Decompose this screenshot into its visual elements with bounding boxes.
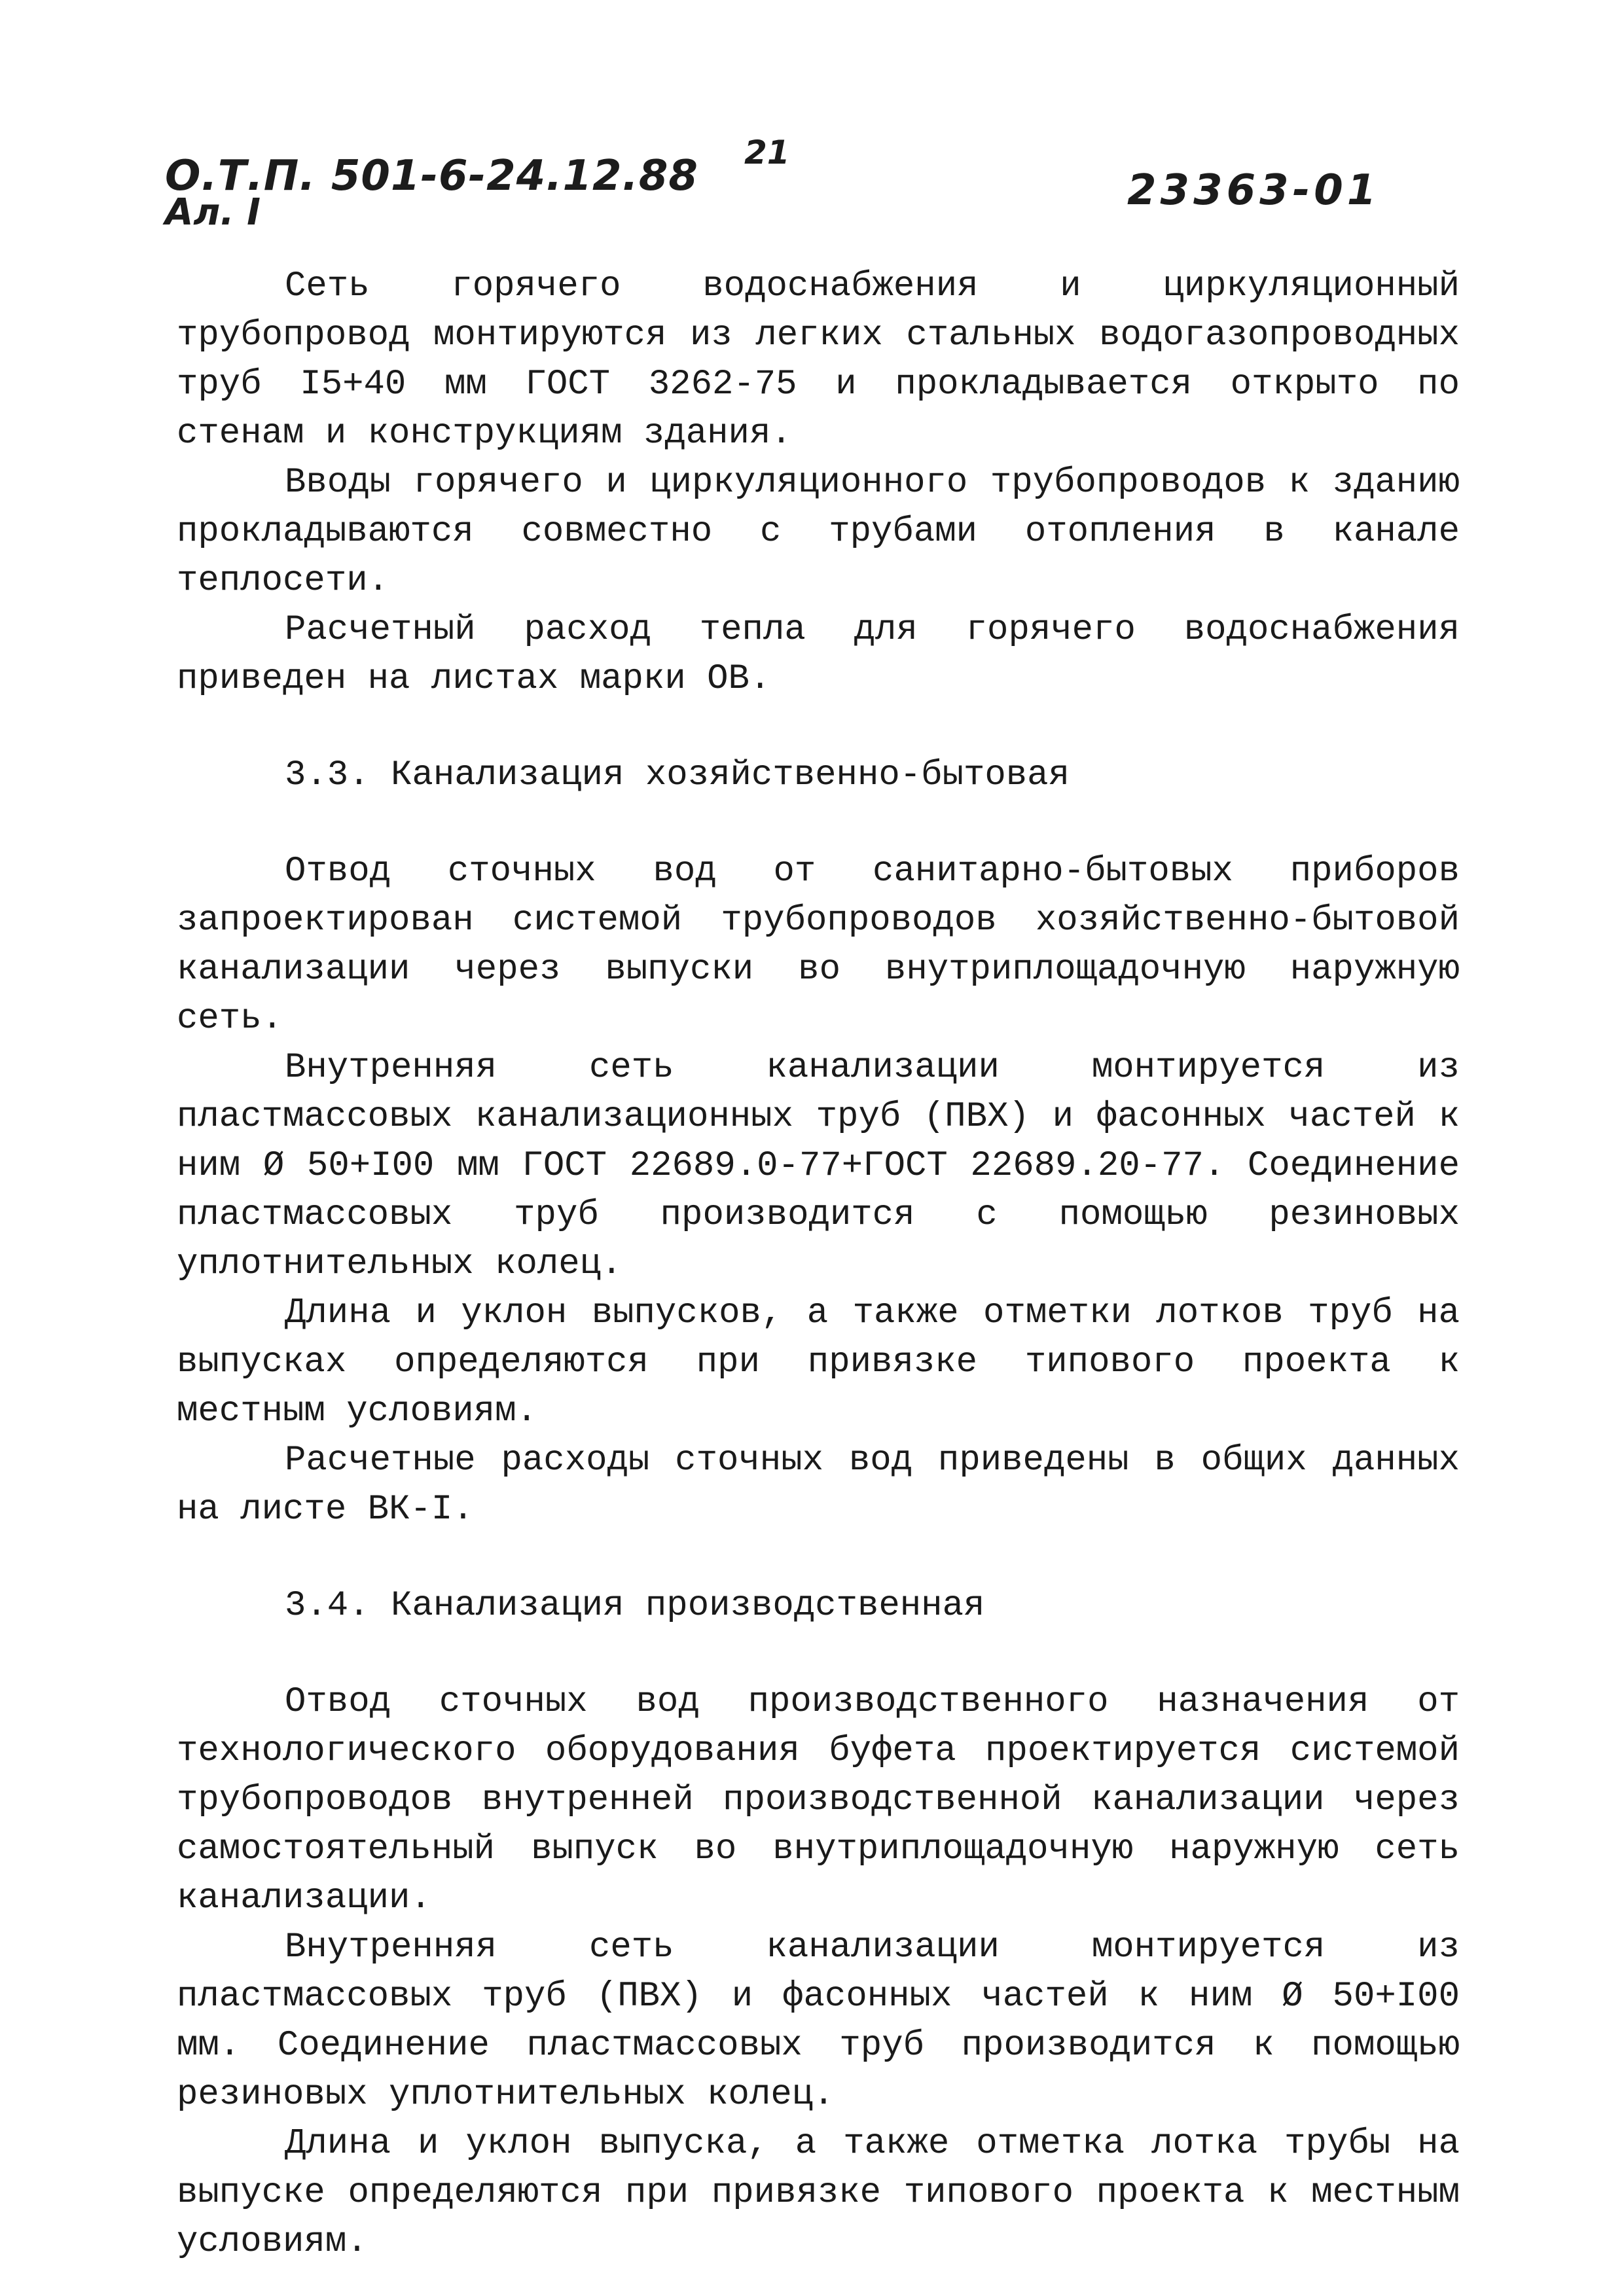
paragraph: Длина и уклон выпусков, а также отметки лотков труб на выпусках определяются при привязке типового проекта к местным условиям.: [177, 1293, 1460, 1431]
section-industrial-sewerage: [177, 1581, 1460, 2267]
paragraph: Сеть горячего водоснабжения и циркуляционный трубопровод монтируются из легких стальных водогазопроводных труб I5+40 мм ГОСТ 3262-75 и прокладывается открыто по стенам и конструкциям здания.: [177, 266, 1460, 454]
document-code: О.Т.П. 501-6-24.12.88: [165, 152, 698, 200]
section-domestic-sewerage: [177, 751, 1460, 1534]
paragraph: Отвод сточных вод производственного назначения от технологического оборудования буфета проектируется системой трубопроводов внутренней производственной канализации через самостоятельный выпуск во внутриплощадочную наружную сеть канализации.: [177, 1682, 1460, 1918]
paragraph: Внутренняя сеть канализации монтируется из пластмассовых канализационных труб (ПВХ) и фасонных частей к ним Ø 50+I00 мм ГОСТ 22689.0-77+ГОСТ 22689.20-77. Соединение пластмассовых труб производится с помощью резиновых уплотнительных колец.: [177, 1048, 1460, 1284]
section-heading: 3.4. Канализация производственная: [285, 1586, 985, 1626]
section-heading: 3.3. Канализация хозяйственно-бытовая: [285, 755, 1070, 795]
sheet-code: Ал. I: [165, 191, 261, 234]
archive-number: 23363-01: [1127, 166, 1380, 215]
section-hot-water: [177, 262, 1460, 704]
paragraph: Длина и уклон выпуска, а также отметка лотка трубы на выпуске определяются при привязке типового проекта к местным условиям.: [177, 2124, 1460, 2262]
paragraph: Расчетные расходы сточных вод приведены в общих данных на листе ВК-I.: [177, 1441, 1460, 1530]
paragraph: Расчетный расход тепла для горячего водоснабжения приведен на листах марки ОВ.: [177, 610, 1460, 699]
page-number: 21: [744, 134, 790, 171]
paragraph: Внутренняя сеть канализации монтируется из пластмассовых труб (ПВХ) и фасонных частей к ним Ø 50+I00 мм. Соединение пластмассовых труб производится к помощью резиновых уплотнительных колец.: [177, 1928, 1460, 2115]
paragraph: Вводы горячего и циркуляционного трубопроводов к зданию прокладываются совместно с трубами отопления в канале теплосети.: [177, 463, 1460, 601]
paragraph: Отвод сточных вод от санитарно-бытовых приборов запроектирован системой трубопроводов хозяйственно-бытовой канализации через выпуски во внутриплощадочную наружную сеть.: [177, 852, 1460, 1039]
document-body: [177, 262, 1460, 2267]
